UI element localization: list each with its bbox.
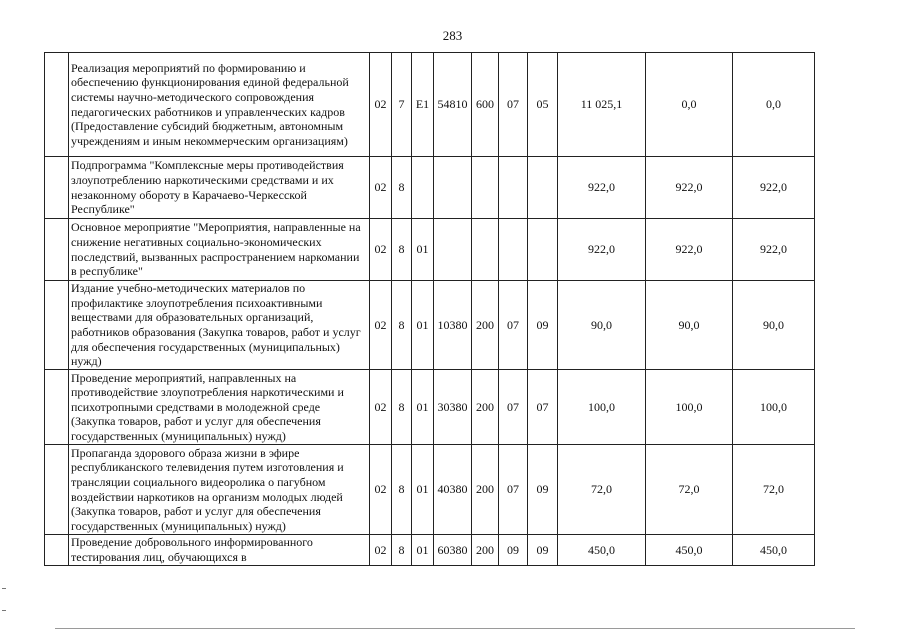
table-row <box>45 445 815 535</box>
amount-cell: 922,0 <box>558 157 646 219</box>
code-cell: 8 <box>392 281 412 370</box>
code-cell <box>434 157 472 219</box>
code-cell <box>528 219 558 281</box>
scan-edge-mark <box>2 588 6 589</box>
blank-cell <box>45 445 69 535</box>
row-name: Издание учебно-методических материалов по профилактике злоупотребления психоактивными веществами для образовательных организаций, работников образования (Закупка товаров, работ и услуг для обеспечения государственных (муниципальных) нужд) <box>69 281 370 370</box>
scan-edge-line <box>55 628 855 629</box>
code-cell: 07 <box>499 370 528 445</box>
code-cell: 10380 <box>434 281 472 370</box>
code-cell <box>472 219 499 281</box>
code-cell: 8 <box>392 219 412 281</box>
table-row <box>45 219 815 281</box>
amount-cell: 0,0 <box>646 53 733 157</box>
code-cell: 09 <box>528 445 558 535</box>
row-name: Реализация мероприятий по формированию и обеспечению функционирования единой федеральной системы научно-методического сопровождения педагогических работников и управленческих кадров (Предоставление субсидий бюджетным, автономным учреждениям и иным некоммерческим организациям) <box>69 53 370 157</box>
amount-cell: 450,0 <box>733 535 815 566</box>
code-cell: 01 <box>412 219 434 281</box>
code-cell <box>434 219 472 281</box>
code-cell: 54810 <box>434 53 472 157</box>
code-cell: 02 <box>370 370 392 445</box>
amount-cell: 922,0 <box>646 219 733 281</box>
code-cell: 09 <box>528 281 558 370</box>
amount-cell: 90,0 <box>558 281 646 370</box>
scan-edge-mark <box>2 610 6 611</box>
blank-cell <box>45 370 69 445</box>
code-cell: 02 <box>370 281 392 370</box>
code-cell: 01 <box>412 281 434 370</box>
table-row <box>45 535 815 566</box>
code-cell <box>528 157 558 219</box>
row-name: Проведение добровольного информированного тестирования лиц, обучающихся в <box>69 535 370 566</box>
code-cell: 02 <box>370 219 392 281</box>
code-cell: 02 <box>370 445 392 535</box>
row-name: Основное мероприятие "Мероприятия, направленные на снижение негативных социально-экономических последствий, вызванных распространением наркомании в республике" <box>69 219 370 281</box>
code-cell: 01 <box>412 370 434 445</box>
row-name: Пропаганда здорового образа жизни в эфире республиканского телевидения путем изготовления и трансляции социального видеоролика о пагубном воздействии наркотиков на организм молодых людей (Закупка товаров, работ и услуг для обеспечения государственных (муниципальных) нужд) <box>69 445 370 535</box>
row-name: Проведение мероприятий, направленных на противодействие злоупотребления наркотическими и психотропными средствами в молодежной среде (Закупка товаров, работ и услуг для обеспечения государственных (муниципальных) нужд) <box>69 370 370 445</box>
amount-cell: 922,0 <box>558 219 646 281</box>
amount-cell: 450,0 <box>646 535 733 566</box>
code-cell: 40380 <box>434 445 472 535</box>
budget-table <box>44 52 815 566</box>
blank-cell <box>45 219 69 281</box>
code-cell: 09 <box>528 535 558 566</box>
code-cell: 07 <box>528 370 558 445</box>
amount-cell: 90,0 <box>646 281 733 370</box>
page-number: 283 <box>442 28 463 43</box>
amount-cell: 72,0 <box>558 445 646 535</box>
table-row <box>45 370 815 445</box>
code-cell: 09 <box>499 535 528 566</box>
amount-cell: 450,0 <box>558 535 646 566</box>
code-cell: 02 <box>370 157 392 219</box>
code-cell: 600 <box>472 53 499 157</box>
code-cell: E1 <box>412 53 434 157</box>
code-cell: 30380 <box>434 370 472 445</box>
code-cell <box>499 157 528 219</box>
code-cell: 07 <box>499 445 528 535</box>
blank-cell <box>45 535 69 566</box>
code-cell: 01 <box>412 535 434 566</box>
amount-cell: 11 025,1 <box>558 53 646 157</box>
code-cell: 8 <box>392 370 412 445</box>
code-cell: 200 <box>472 281 499 370</box>
code-cell: 8 <box>392 445 412 535</box>
code-cell: 8 <box>392 157 412 219</box>
amount-cell: 72,0 <box>733 445 815 535</box>
amount-cell: 922,0 <box>733 219 815 281</box>
amount-cell: 100,0 <box>646 370 733 445</box>
blank-cell <box>45 281 69 370</box>
code-cell: 05 <box>528 53 558 157</box>
amount-cell: 922,0 <box>733 157 815 219</box>
code-cell: 02 <box>370 535 392 566</box>
code-cell: 07 <box>499 281 528 370</box>
amount-cell: 90,0 <box>733 281 815 370</box>
code-cell <box>412 157 434 219</box>
code-cell: 200 <box>472 370 499 445</box>
blank-cell <box>45 53 69 157</box>
amount-cell: 100,0 <box>558 370 646 445</box>
table-row <box>45 53 815 157</box>
code-cell: 02 <box>370 53 392 157</box>
amount-cell: 922,0 <box>646 157 733 219</box>
code-cell: 60380 <box>434 535 472 566</box>
code-cell: 8 <box>392 535 412 566</box>
code-cell: 7 <box>392 53 412 157</box>
amount-cell: 0,0 <box>733 53 815 157</box>
code-cell: 200 <box>472 445 499 535</box>
code-cell: 01 <box>412 445 434 535</box>
row-name: Подпрограмма "Комплексные меры противодействия злоупотреблению наркотическими средствами и их незаконному обороту в Карачаево-Черкесской Республике" <box>69 157 370 219</box>
blank-cell <box>45 157 69 219</box>
table-row <box>45 281 815 370</box>
amount-cell: 100,0 <box>733 370 815 445</box>
code-cell: 200 <box>472 535 499 566</box>
code-cell <box>499 219 528 281</box>
code-cell: 07 <box>499 53 528 157</box>
amount-cell: 72,0 <box>646 445 733 535</box>
code-cell <box>472 157 499 219</box>
table-row <box>45 157 815 219</box>
